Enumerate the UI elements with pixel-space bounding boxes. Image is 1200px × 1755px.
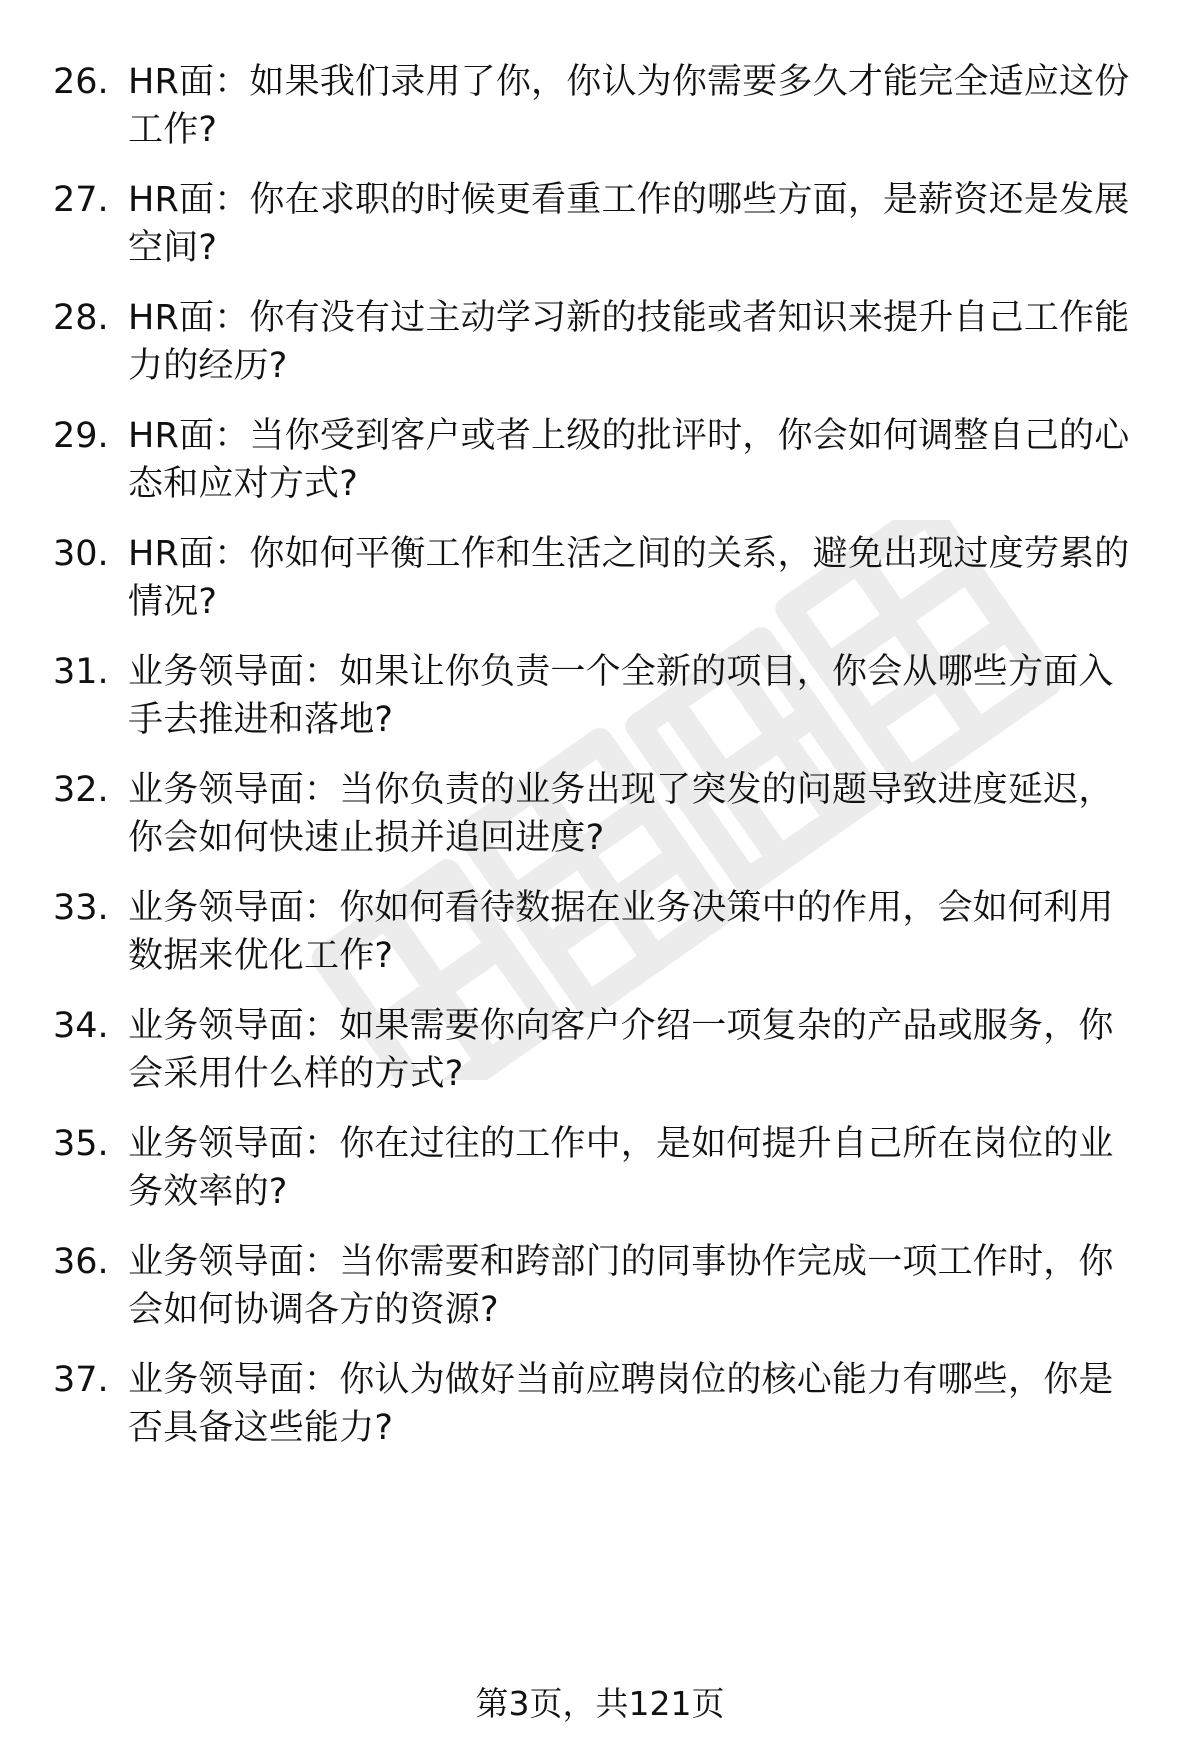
list-item: [0, 58, 1200, 178]
question-text: [128, 884, 1158, 980]
question-line: HR面：当你受到客户或者上级的批评时，你会如何调整自己的心: [128, 416, 1130, 456]
question-text: [128, 1238, 1158, 1334]
question-line: 空间?: [128, 228, 218, 268]
list-item: [0, 648, 1200, 768]
question-line: HR面：你有没有过主动学习新的技能或者知识来提升自己工作能: [128, 298, 1130, 338]
question-text: [128, 1356, 1158, 1452]
question-text: [128, 530, 1158, 626]
question-number: 37.: [53, 1360, 109, 1400]
question-line: 你会如何快速止损并追回进度?: [128, 818, 605, 858]
question-line: 力的经历?: [128, 346, 288, 386]
list-item: [0, 1238, 1200, 1358]
question-number: 29.: [53, 416, 109, 456]
question-line: HR面：你在求职的时候更看重工作的哪些方面，是薪资还是发展: [128, 180, 1130, 220]
list-item: [0, 176, 1200, 296]
list-item: [0, 1002, 1200, 1122]
question-line: 务效率的?: [128, 1172, 288, 1212]
question-line: 业务领导面：如果让你负责一个全新的项目，你会从哪些方面入: [128, 652, 1114, 692]
question-line: 会如何协调各方的资源?: [128, 1290, 499, 1330]
page-number-footer: 第3页，共121页: [475, 1684, 725, 1723]
list-item: [0, 1120, 1200, 1240]
question-line: HR面：你如何平衡工作和生活之间的关系，避免出现过度劳累的: [128, 534, 1130, 574]
question-number: 31.: [53, 652, 109, 692]
question-line: 否具备这些能力?: [128, 1408, 394, 1448]
question-text: [128, 58, 1158, 154]
question-line: 业务领导面：如果需要你向客户介绍一项复杂的产品或服务，你: [128, 1006, 1114, 1046]
question-number: 32.: [53, 770, 109, 810]
question-text: [128, 648, 1158, 744]
question-line: 业务领导面：你认为做好当前应聘岗位的核心能力有哪些，你是: [128, 1360, 1114, 1400]
question-number: 36.: [53, 1242, 109, 1282]
question-line: 工作?: [128, 110, 218, 150]
question-line: 数据来优化工作?: [128, 936, 394, 976]
question-text: [128, 294, 1158, 390]
question-number: 34.: [53, 1006, 109, 1046]
list-item: [0, 294, 1200, 414]
question-number: 27.: [53, 180, 109, 220]
question-number: 35.: [53, 1124, 109, 1164]
question-line: 业务领导面：你在过往的工作中，是如何提升自己所在岗位的业: [128, 1124, 1114, 1164]
list-item: [0, 884, 1200, 1004]
question-text: [128, 412, 1158, 508]
question-number: 33.: [53, 888, 109, 928]
question-line: 业务领导面：当你负责的业务出现了突发的问题导致进度延迟，: [128, 770, 1114, 810]
question-text: [128, 1120, 1158, 1216]
question-number: 30.: [53, 534, 109, 574]
question-line: 业务领导面：你如何看待数据在业务决策中的作用，会如何利用: [128, 888, 1114, 928]
question-number: 26.: [53, 62, 109, 102]
question-text: [128, 1002, 1158, 1098]
list-item: [0, 1356, 1200, 1476]
question-text: [128, 176, 1158, 272]
question-line: 业务领导面：当你需要和跨部门的同事协作完成一项工作时，你: [128, 1242, 1114, 1282]
question-line: 态和应对方式?: [128, 464, 358, 504]
question-text: [128, 766, 1158, 862]
question-line: HR面：如果我们录用了你，你认为你需要多久才能完全适应这份: [128, 62, 1130, 102]
question-line: 会采用什么样的方式?: [128, 1054, 464, 1094]
question-line: 情况?: [128, 582, 218, 622]
question-line: 手去推进和落地?: [128, 700, 394, 740]
list-item: [0, 766, 1200, 886]
list-item: [0, 412, 1200, 532]
question-number: 28.: [53, 298, 109, 338]
list-item: [0, 530, 1200, 650]
